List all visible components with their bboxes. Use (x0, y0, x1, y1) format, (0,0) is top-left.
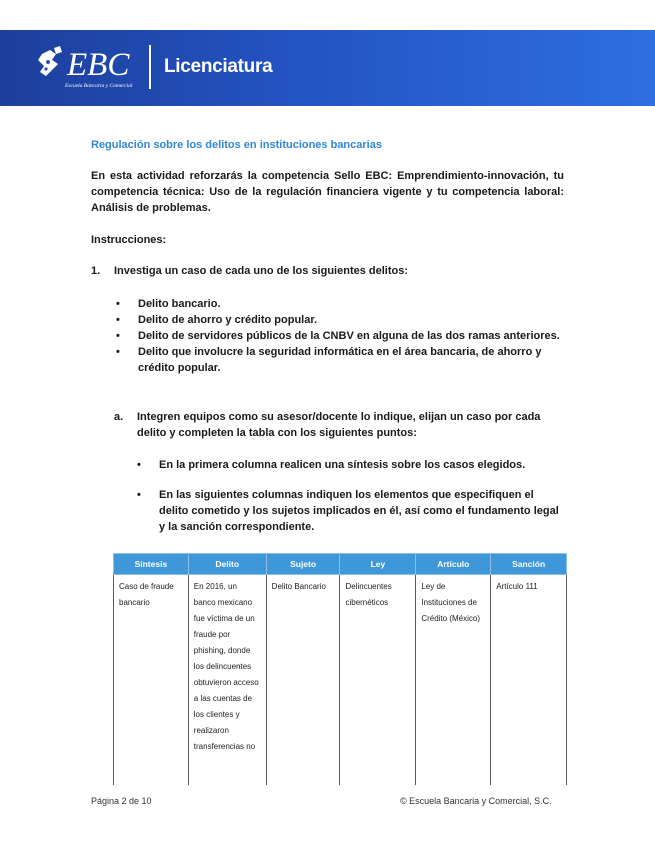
list-item (116, 344, 566, 376)
cell-delito: En 2016, un banco mexicano fue víctima de un fraude por phishing, donde los delincuentes obtuvieron acceso a las cuentas de los clientes y realizaron transferencias no (188, 575, 266, 785)
cell-sintesis: Caso de fraude bancario (114, 575, 189, 785)
list-item-text: Delito de servidores públicos de la CNBV en alguna de las dos ramas anteriores. (138, 330, 560, 342)
list-item-text: Delito de ahorro y crédito popular. (138, 314, 318, 326)
document-title: Regulación sobre los delitos en instituciones bancarias (91, 139, 382, 151)
bullet-icon: • (116, 314, 120, 326)
cell-ley: Delincuentes cibernéticos (340, 575, 416, 785)
table-row (114, 575, 567, 785)
intro-paragraph: En esta actividad reforzarás la competencia Sello EBC: Emprendimiento-innovación, tu competencia técnica: Uso de la regulación financiera vigente y tu competencia laboral: Análisis de problemas. (91, 170, 564, 214)
column-header-ley: Ley (340, 554, 416, 575)
list-item (116, 328, 566, 344)
step-number: 1. (91, 265, 101, 277)
logo-emblem-icon (36, 46, 68, 84)
sub-step-label: a. (114, 411, 124, 423)
table-instructions-list (137, 457, 566, 535)
step-text: Investiga un caso de cada uno de los siguientes delitos: (114, 265, 409, 277)
ebc-logo (36, 44, 136, 88)
cell-sujeto: Delito Bancario (266, 575, 340, 785)
column-header-sintesis: Síntesis (114, 554, 189, 575)
cell-sancion: Artículo 111 (491, 575, 567, 785)
page-number: Página 2 de 10 (91, 796, 152, 806)
cell-articulo: Ley de Instituciones de Crédito (México) (416, 575, 491, 785)
list-item-text: Delito que involucre la seguridad informática en el área bancaria, de ahorro y crédito popular. (138, 346, 542, 374)
bullet-icon: • (116, 330, 120, 342)
crime-list (116, 296, 566, 376)
header-banner (0, 30, 655, 106)
list-item (137, 487, 566, 535)
logo-text: EBC (67, 47, 130, 83)
list-item-text: En las siguientes columnas indiquen los elementos que especifiquen el delito cometido y los sujetos implicados en él, así como el fundamento legal y la sanción correspondiente. (159, 489, 559, 533)
list-item (116, 296, 566, 312)
table-header-row (114, 554, 567, 575)
list-item-text: Delito bancario. (138, 298, 221, 310)
crime-table (113, 553, 567, 785)
column-header-sancion: Sanción (491, 554, 567, 575)
list-item (137, 457, 566, 473)
bullet-icon: • (137, 459, 141, 471)
column-header-delito: Delito (188, 554, 266, 575)
sub-step-text: Integren equipos como su asesor/docente lo indique, elijan un caso por cada delito y completen la tabla con los siguientes puntos: (137, 411, 541, 439)
logo-subtitle: Escuela Bancaria y Comercial (65, 83, 133, 89)
bullet-icon: • (137, 489, 141, 501)
list-item-text: En la primera columna realicen una síntesis sobre los casos elegidos. (159, 459, 526, 471)
bullet-icon: • (116, 346, 120, 358)
column-header-sujeto: Sujeto (266, 554, 340, 575)
column-header-articulo: Artículo (416, 554, 491, 575)
header-title: Licenciatura (164, 56, 273, 77)
list-item (116, 312, 566, 328)
header-divider (149, 45, 151, 89)
instructions-label: Instrucciones: (91, 234, 167, 246)
bullet-icon: • (116, 298, 120, 310)
copyright: © Escuela Bancaria y Comercial, S.C. (400, 796, 552, 806)
